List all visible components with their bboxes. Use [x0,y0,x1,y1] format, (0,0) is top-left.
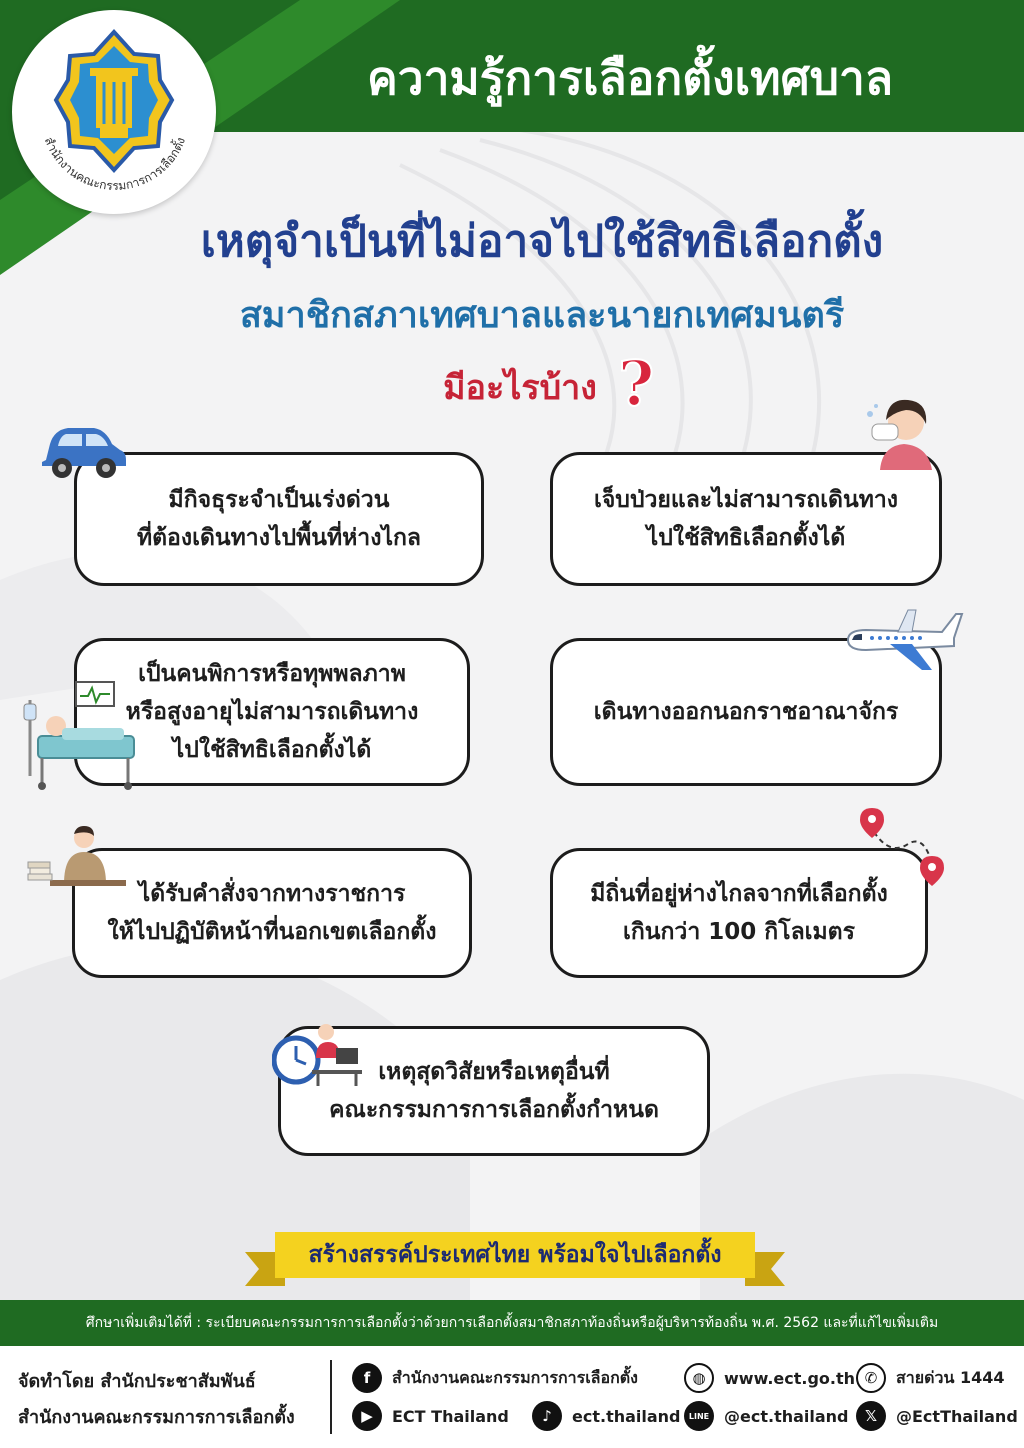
government-officer-icon [26,824,130,900]
headline-sub: สมาชิกสภาเทศบาลและนายกเทศมนตรี [239,295,845,336]
location-route-icon [860,804,946,890]
reason-text: คณะกรรมการการเลือกตั้งกำหนด [329,1097,659,1123]
clock-worker-icon [272,1018,364,1088]
youtube-link[interactable] [352,1400,509,1432]
question-mark-icon: ? [618,347,655,420]
tiktok-label: ect.thailand [572,1406,681,1426]
footer [0,1346,1024,1448]
producer-credit [18,1364,318,1436]
tiktok-icon: ♪ [532,1401,562,1431]
slogan-text: สร้างสรรค์ประเทศไทย พร้อมใจไปเลือกตั้ง [308,1242,722,1268]
phone-icon: ✆ [856,1363,886,1393]
reason-text: ได้รับคำสั่งจากทางราชการ [138,881,406,907]
reason-text: ให้ไปปฏิบัติหน้าที่นอกเขตเลือกตั้ง [107,919,437,945]
sick-person-icon [862,390,946,470]
reason-text: เหตุสุดวิสัยหรือเหตุอื่นที่ [378,1059,610,1085]
x-label: @EctThailand [896,1406,1018,1426]
logo-caption: สำนักงานคณะกรรมการการเลือกตั้ง [41,134,189,193]
reason-text: เกินกว่า 100 กิโลเมตร [623,919,855,945]
reason-text: หรือสูงอายุไม่สามารถเดินทาง [125,699,419,725]
line-link[interactable] [684,1400,849,1432]
headline-question: มีอะไรบ้าง [443,368,597,408]
facebook-link[interactable] [352,1362,638,1394]
headline-main: เหตุจำเป็นที่ไม่อาจไปใช้สิทธิเลือกตั้ง [200,216,884,267]
hotline-link[interactable] [856,1362,1005,1394]
car-icon [38,420,128,482]
reason-text: มีถิ่นที่อยู่ห่างไกลจากที่เลือกตั้ง [590,881,888,907]
reason-text: เดินทางออกนอกราชอาณาจักร [593,699,899,725]
x-link[interactable] [856,1400,1018,1432]
page-title: ความรู้การเลือกตั้งเทศบาล [366,51,894,105]
reason-text: มีกิจธุระจำเป็นเร่งด่วน [168,487,390,513]
globe-icon: ◍ [684,1363,714,1393]
reason-card-sick [550,452,942,586]
facebook-icon: f [352,1363,382,1393]
reference-note: ศึกษาเพิ่มเติมได้ที่ : ระเบียบคณะกรรมการการเลือกตั้งว่าด้วยการเลือกตั้งสมาชิกสภาท้องถิ่นหรือผู้บริหารท้องถิ่น พ.ศ. 2562 และที่แก้ไขเพิ่มเติม [0,1300,1024,1346]
reason-card-urgent-business [74,452,484,586]
website-link[interactable] [684,1362,855,1394]
youtube-icon: ▶ [352,1401,382,1431]
reason-text: เป็นคนพิการหรือทุพพลภาพ [138,661,406,687]
reason-text: เจ็บป่วยและไม่สามารถเดินทาง [593,487,899,513]
tiktok-link[interactable] [532,1400,681,1432]
hospital-bed-icon [16,680,140,792]
hotline-label: สายด่วน 1444 [896,1367,1005,1387]
ect-logo [12,10,216,214]
producer-line: สำนักงานคณะกรรมการการเลือกตั้ง [18,1407,295,1428]
youtube-label: ECT Thailand [392,1406,509,1426]
reason-text: ไปใช้สิทธิเลือกตั้งได้ [172,737,372,763]
reason-text: ที่ต้องเดินทางไปพื้นที่ห่างไกล [136,525,422,551]
x-icon: 𝕏 [856,1401,886,1431]
website-label: www.ect.go.th [724,1368,856,1388]
airplane-icon [842,604,964,678]
footer-divider [330,1360,332,1434]
facebook-label: สำนักงานคณะกรรมการการเลือกตั้ง [392,1367,638,1387]
producer-line: จัดทำโดย สำนักประชาสัมพันธ์ [18,1371,256,1392]
reason-text: ไปใช้สิทธิเลือกตั้งได้ [646,525,846,551]
reason-card-official-duty [72,848,472,978]
line-icon: LINE [684,1401,714,1431]
line-label: @ect.thailand [724,1406,849,1426]
